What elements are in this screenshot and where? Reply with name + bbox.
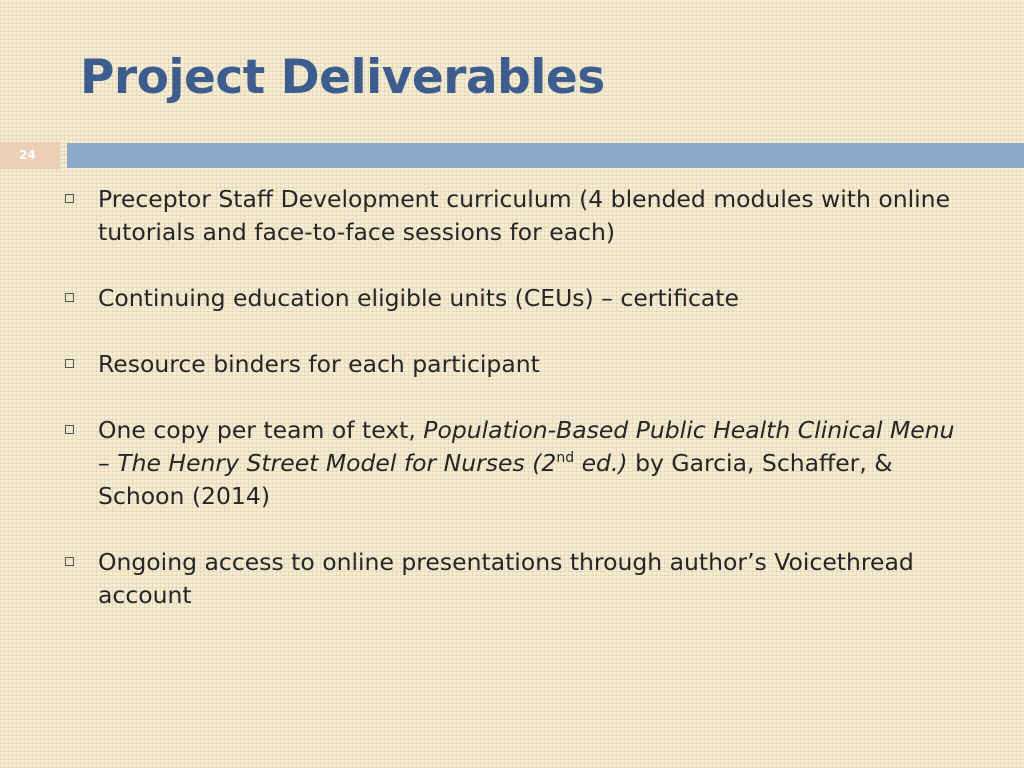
bullet-text-prefix: One copy per team of text,	[98, 416, 424, 444]
bullet-list	[60, 183, 960, 645]
book-authors: by Garcia, Schaffer, & Schoon (2014)	[98, 449, 893, 510]
hollow-square-icon	[65, 293, 74, 302]
slide-title: Project Deliverables	[80, 50, 605, 105]
hollow-square-icon	[65, 194, 74, 203]
bullet-text: Ongoing access to online presentations through author’s Voicethread account	[98, 548, 914, 609]
hollow-square-icon	[65, 359, 74, 368]
bullet-item-curriculum	[60, 183, 960, 249]
book-edition-superscript: nd	[556, 450, 575, 467]
bullet-item-resource-binders	[60, 348, 960, 381]
title-divider-bar	[67, 143, 1024, 168]
bullet-item-voicethread	[60, 546, 960, 612]
hollow-square-icon	[65, 425, 74, 434]
book-edition: ed.)	[574, 449, 628, 477]
bullet-text: Resource binders for each participant	[98, 350, 540, 378]
bullet-item-ceus	[60, 282, 960, 315]
bullet-item-textbook	[60, 414, 960, 513]
bullet-text: Preceptor Staff Development curriculum (4 blended modules with online tutorials and face-to-face sessions for each)	[98, 185, 951, 246]
book-title: Population-Based Public Health Clinical Menu – The Henry Street Model for Nurses (2	[98, 416, 955, 477]
bullet-text: Continuing education eligible units (CEUs) – certificate	[98, 284, 739, 312]
slide-number: 24	[0, 142, 60, 169]
hollow-square-icon	[65, 557, 74, 566]
